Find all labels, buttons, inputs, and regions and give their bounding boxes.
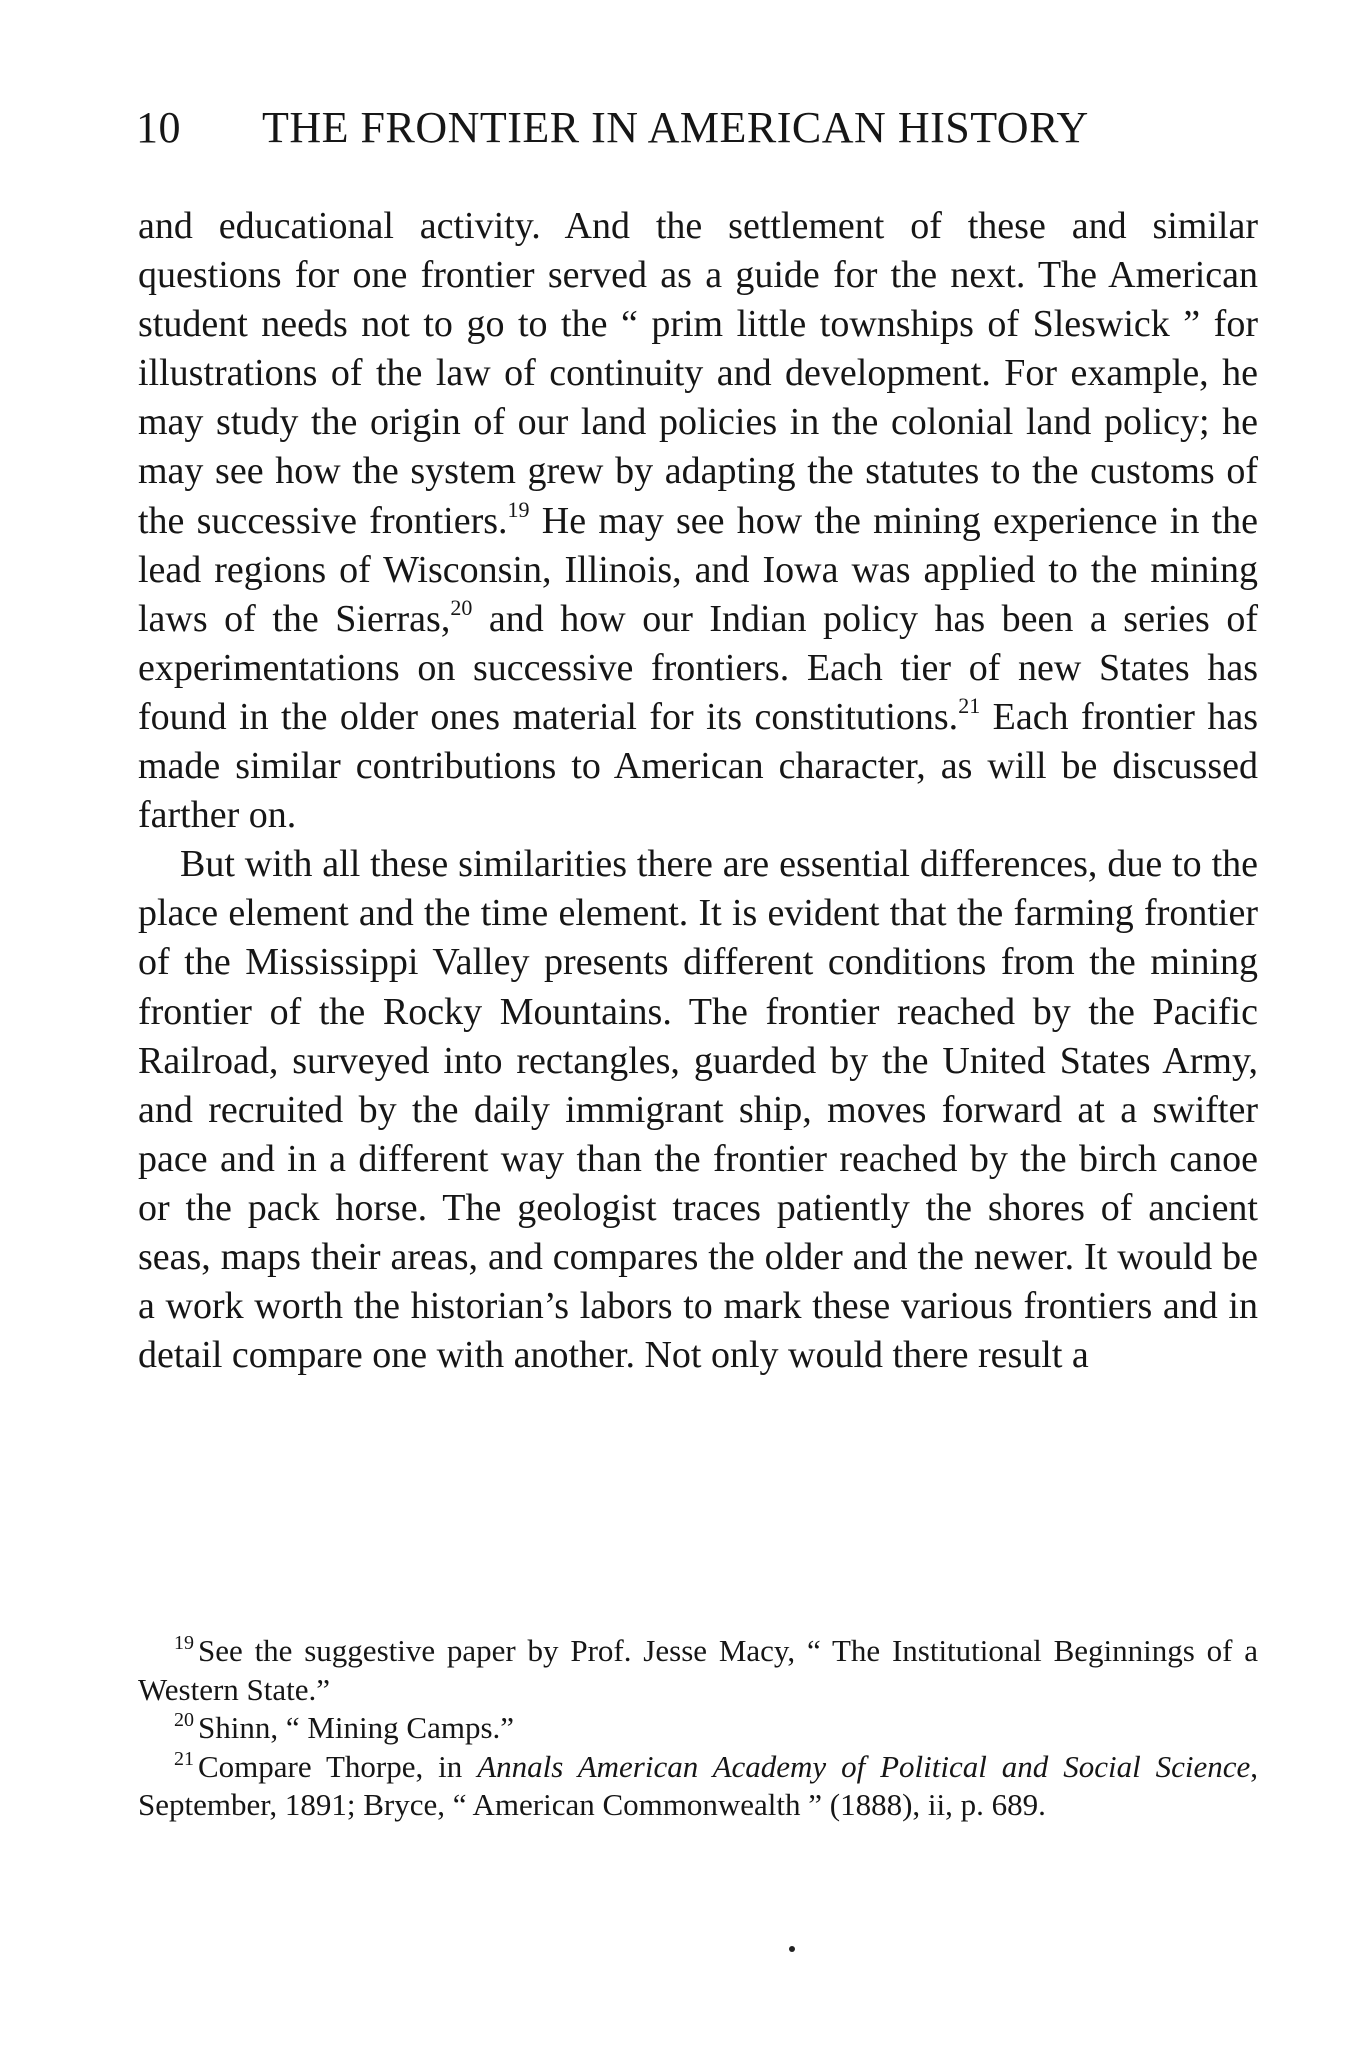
paragraph1-text-3: and how our Indian policy has been a series of experimentations on successive frontiers. Each tier of new States has found in the older ones material for its constitutions.	[138, 597, 1258, 738]
footnote-21-text-post: , September, 1891; Bryce, “ American Commonwealth ” (1888), ii, p. 689.	[138, 1748, 1259, 1822]
paragraph1-text-4: Each frontier has made similar contributions to American character, as will be discussed farther on.	[138, 695, 1259, 837]
body-text	[138, 202, 1258, 1380]
footnote-number-20: 20	[174, 1709, 194, 1731]
footnote-ref-19: 19	[507, 496, 530, 522]
ink-dot	[789, 1946, 795, 1952]
paragraph1-text-2: He may see how the mining experience in the lead regions of Wisconsin, Illinois, and Iowa was applied to the mining laws of the Sierras,	[138, 499, 1258, 640]
footnotes	[138, 1632, 1258, 1825]
footnote-19	[138, 1632, 1258, 1709]
running-title: THE FRONTIER IN AMERICAN HISTORY	[262, 103, 1089, 152]
paragraph-differences: But with all these similarities there are essential differences, due to the place element and the time element. It is evident that the farming frontier of the Mississippi Valley presents different conditions from the mining frontier of the Rocky Mountains. The frontier reached by the Pacific Railroad, surveyed into rectangles, guarded by the United States Army, and recruited by the daily immigrant ship, moves forward at a swifter pace and in a different way than the frontier reached by the birch canoe or the pack horse. The geologist traces patiently the shores of ancient seas, maps their areas, and compares the older and the newer. It would be a work worth the historian’s labors to mark these various frontiers and in detail compare one with another. Not only would there result a	[138, 843, 1258, 1377]
footnote-19-text: See the suggestive paper by Prof. Jesse Macy, “ The Institutional Beginnings of a Western State.”	[138, 1633, 1258, 1707]
footnote-20	[138, 1709, 1258, 1748]
footnote-ref-20: 20	[450, 594, 473, 620]
footnote-21-text-pre: Compare Thorpe, in	[198, 1748, 478, 1784]
page-number: 10	[136, 103, 181, 152]
running-head	[136, 100, 1256, 156]
footnote-number-21: 21	[174, 1747, 194, 1770]
paragraph-continued	[138, 202, 1258, 840]
paragraph1-text-1: and educational activity. And the settlement of these and similar questions for one frontier served as a guide for the next. The American student needs not to go to the “ prim little townships of Sleswick ” for illustrations of the law of continuity and development. For example, he may study the origin of our land policies in the colonial land policy; he may see how the system grew by adapting the statutes to the customs of the successive frontiers.	[138, 205, 1258, 542]
footnote-ref-21: 21	[958, 692, 981, 718]
footnote-20-text: Shinn, “ Mining Camps.”	[198, 1710, 515, 1745]
footnote-21	[138, 1748, 1258, 1825]
footnote-21-journal: Annals American Academy of Political and Social Science	[477, 1748, 1251, 1784]
footnote-number-19: 19	[174, 1632, 194, 1654]
